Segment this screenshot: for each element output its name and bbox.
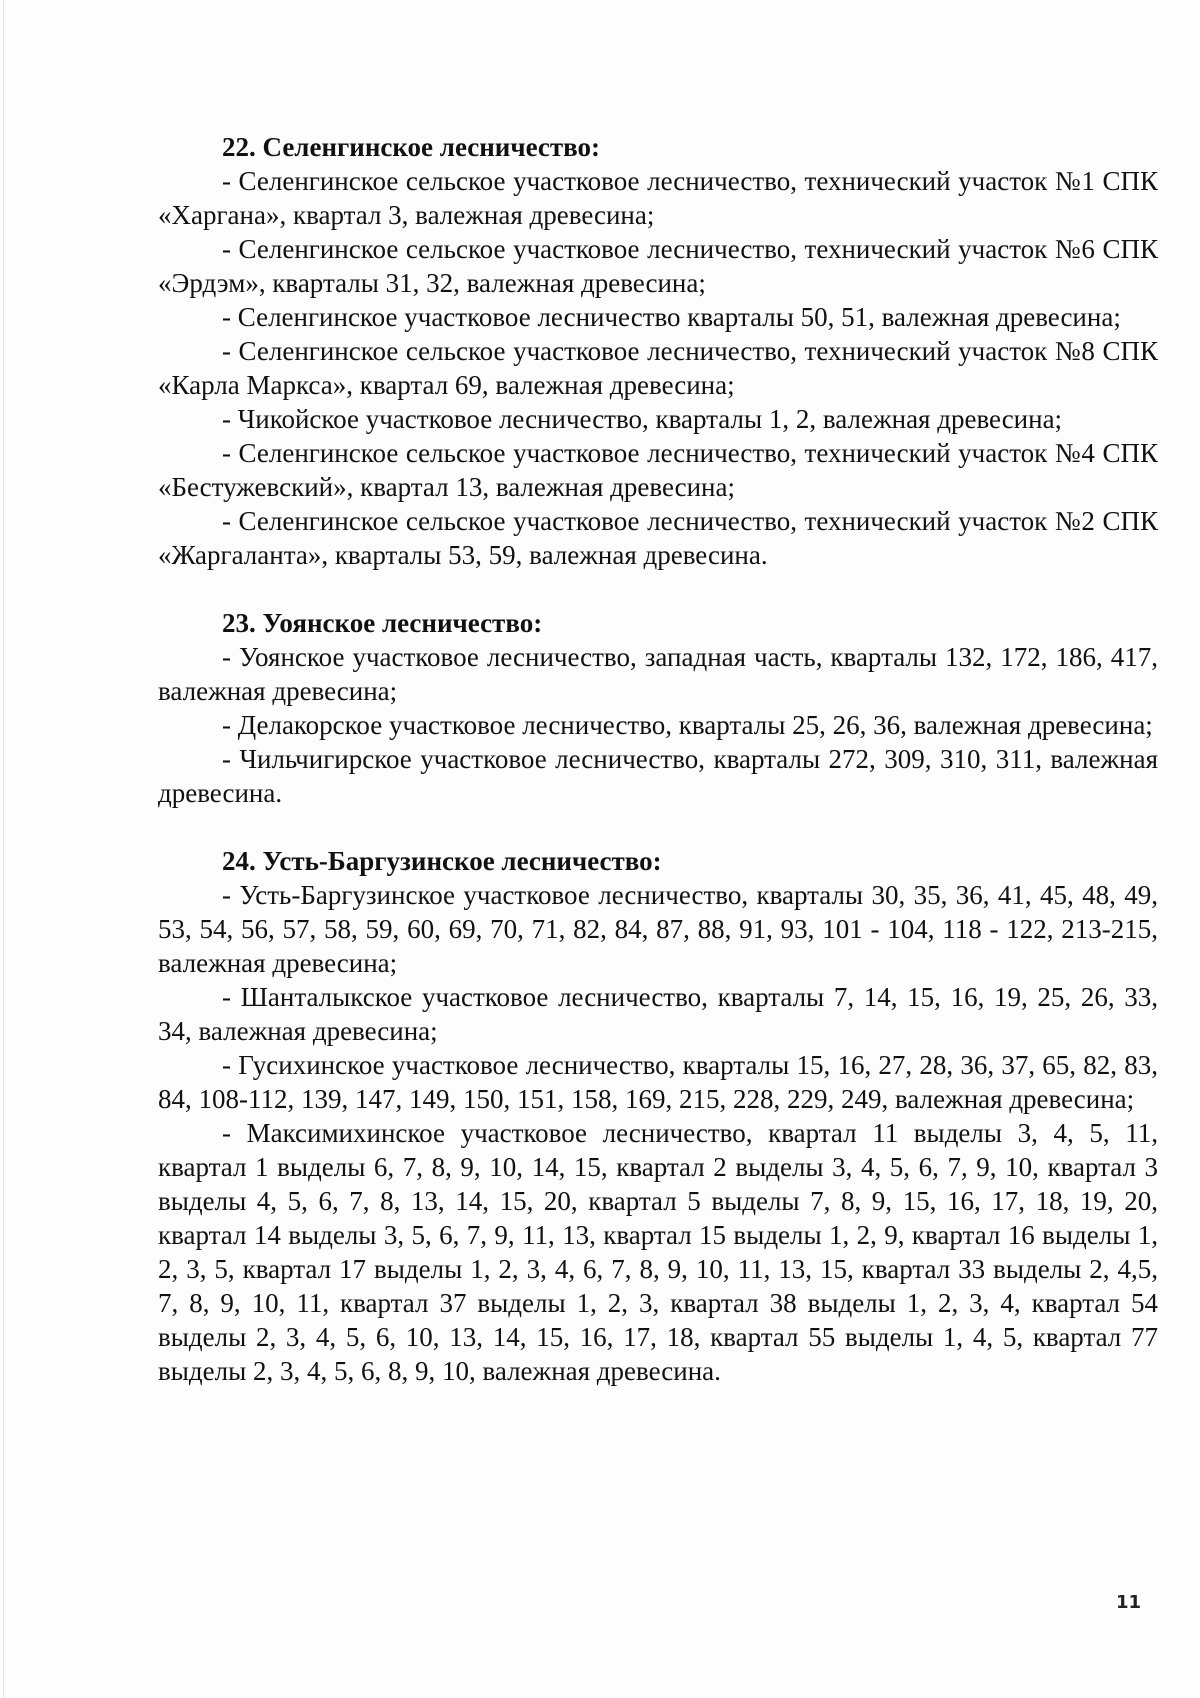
list-item: - Уоянское участковое лесничество, западная часть, кварталы 132, 172, 186, 417, валежная древесина;: [158, 642, 1158, 706]
list-item: - Чильчигирское участковое лесничество, кварталы 272, 309, 310, 311, валежная древесина.: [158, 744, 1158, 808]
section-title: 24. Усть-Баргузинское лесничество:: [222, 846, 662, 876]
section-24: [158, 844, 1158, 1388]
section-23: [158, 606, 1158, 810]
list-item: - Селенгинское сельское участковое лесничество, технический участок №6 СПК «Эрдэм», кварталы 31, 32, валежная древесина;: [158, 234, 1158, 298]
list-item: - Селенгинское сельское участковое лесничество, технический участок №1 СПК «Харгана», квартал 3, валежная древесина;: [158, 166, 1158, 230]
scan-edge: [3, 0, 4, 1698]
list-item: - Максимихинское участковое лесничество, квартал 11 выделы 3, 4, 5, 11, квартал 1 выделы 6, 7, 8, 9, 10, 14, 15, квартал 2 выделы 3, 4, 5, 6, 7, 9, 10, квартал 3 выделы 4, 5, 6, 7, 8, 13, 14, 15, 20, квартал 5 выделы 7, 8, 9, 15, 16, 17, 18, 19, 20, квартал 14 выделы 3, 5, 6, 7, 9, 11, 13, квартал 15 выделы 1, 2, 9, квартал 16 выделы 1, 2, 3, 5, квартал 17 выделы 1, 2, 3, 4, 6, 7, 8, 9, 10, 11, 13, 15, квартал 33 выделы 2, 4,5, 7, 8, 9, 10, 11, квартал 37 выделы 1, 2, 3, квартал 38 выделы 1, 2, 3, 4, квартал 54 выделы 2, 3, 4, 5, 6, 10, 13, 14, 15, 16, 17, 18, квартал 55 выделы 1, 4, 5, квартал 77 выделы 2, 3, 4, 5, 6, 8, 9, 10, валежная древесина.: [158, 1118, 1158, 1386]
list-item: - Шанталыкское участковое лесничество, кварталы 7, 14, 15, 16, 19, 25, 26, 33, 34, валежная древесина;: [158, 982, 1158, 1046]
page-number: 11: [1116, 1592, 1142, 1613]
document-body: [158, 130, 1158, 1422]
list-item: - Селенгинское сельское участковое лесничество, технический участок №8 СПК «Карла Маркса», квартал 69, валежная древесина;: [158, 336, 1158, 400]
list-item: - Усть-Баргузинское участковое лесничество, кварталы 30, 35, 36, 41, 45, 48, 49, 53, 54, 56, 57, 58, 59, 60, 69, 70, 71, 82, 84, 87, 88, 91, 93, 101 - 104, 118 - 122, 213-215, валежная древесина;: [158, 880, 1158, 978]
section-title: 23. Уоянское лесничество:: [222, 608, 543, 638]
list-item: - Гусихинское участковое лесничество, кварталы 15, 16, 27, 28, 36, 37, 65, 82, 83, 84, 108-112, 139, 147, 149, 150, 151, 158, 169, 215, 228, 229, 249, валежная древесина;: [158, 1050, 1158, 1114]
list-item: - Чикойское участковое лесничество, кварталы 1, 2, валежная древесина;: [222, 404, 1063, 434]
section-title: 22. Селенгинское лесничество:: [222, 132, 601, 162]
section-22: [158, 130, 1158, 572]
list-item: - Селенгинское сельское участковое лесничество, технический участок №2 СПК «Жаргаланта», кварталы 53, 59, валежная древесина.: [158, 506, 1158, 570]
list-item: - Селенгинское участковое лесничество кварталы 50, 51, валежная древесина;: [222, 302, 1121, 332]
list-item: - Селенгинское сельское участковое лесничество, технический участок №4 СПК «Бестужевский», квартал 13, валежная древесина;: [158, 438, 1158, 502]
list-item: - Делакорское участковое лесничество, кварталы 25, 26, 36, валежная древесина;: [222, 710, 1153, 740]
